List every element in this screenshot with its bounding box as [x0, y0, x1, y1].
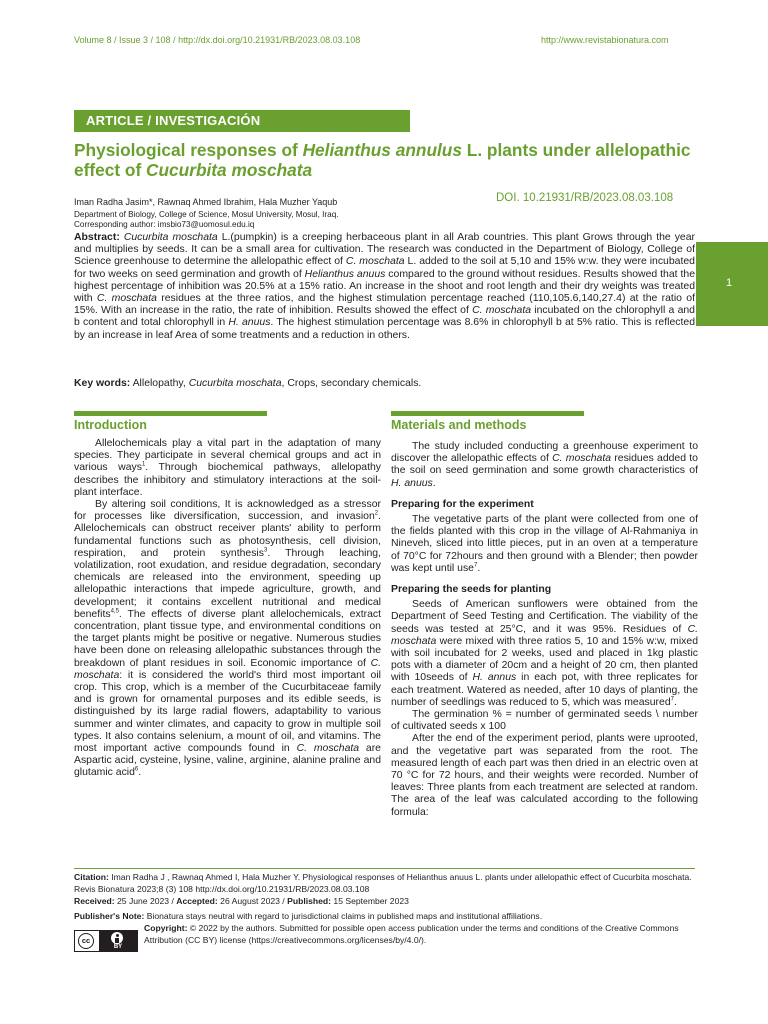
- keywords: [74, 378, 695, 389]
- intro-text: are Aspartic acid, cysteine, lysine, valine, arginine, alanine praline and glutamic acid: [74, 743, 381, 779]
- intro-text: . The effects of diverse plant allelochemicals, extract concentration, plant tissue type, and environmental conditions on the target plants might be positive or negative. Numerous studies have been done on releasing allelopathic substances through the breakdown of plant residues in soil. Economic importance of: [74, 608, 381, 669]
- intro-text: Allelochemicals play a vital part in the adaptation of many species. They participate in several chemical groups and act in various ways: [74, 438, 381, 474]
- citation-ref[interactable]: 4,5: [110, 608, 119, 615]
- page-number: 1: [726, 277, 733, 289]
- copyright-text: © 2022 by the authors. Submitted for possible open access publication under the terms and conditions of the Creative Commons Attribution (CC BY) license (https://creativecommons.org/licenses/by/4.0/).: [144, 923, 679, 945]
- doi-link[interactable]: DOI. 10.21931/RB/2023.08.03.108: [496, 192, 674, 204]
- affiliation-department: Department of Biology, College of Science, Mosul University, Mosul, Iraq.: [74, 210, 339, 219]
- intro-text: . Allelochemicals can obstruct receiver plants' ability to perform fundamental functions such as photosynthesis, cell division, respiration, and protein synthesis: [74, 511, 381, 559]
- intro-text: : it is considered the world's third most important oil crop. This crop, which is a member of the Cucurbitaceae family and is grown for ornamental purposes and its edible seeds, is distinguished by its large radial flowers, adaptability to various summer and winter climates, and capacity to grow in multiple soil types. It also contains selenium, a mount of oil, and vitamins. The most important active compounds found in: [74, 669, 381, 755]
- methods-text: were mixed with three ratios 5, 10 and 15% w:w, mixed with soil incubated for 2 weeks, used and placed in 1kg plastic pots with a diameter of 20cm and a height of 20 cm, then planted with 10seeds of: [391, 635, 698, 684]
- publisher-note: [74, 910, 695, 922]
- abstract-text: L. added to the soil at 5,10 and 15% w:w. they were incubated for two weeks on seed germination and growth of: [74, 256, 695, 280]
- received-label: Received:: [74, 896, 115, 906]
- abstract-text: . The highest stimulation percentage was 8.6% in chlorophyll b at 5% ratio. This is reflected by an increase in leaf Area of some treatments and a reduction in others.: [74, 317, 695, 341]
- intro-text: .: [138, 767, 142, 779]
- intro-text: . Through biochemical pathways, allelopathy describes the inhibitory and stimulatory interactions at the soil-plant interface.: [74, 462, 381, 498]
- citation-ref[interactable]: 7: [473, 562, 478, 569]
- introduction-body: [74, 438, 381, 780]
- abstract-text: residues at the three ratios, and the highest stimulation percentage reached (110,105.6,140,27.4) at the ratio of 15%. With an increase in the ratio, the rate of inhibition. Results showed the effect of: [74, 293, 695, 317]
- methods-text: Seeds of American sunflowers were obtained from the Department of Seed Testing and Certification. The viability of the seeds was tested at 25°C, and it was 95%. Residues of: [391, 599, 698, 635]
- methods-rule: [391, 411, 584, 416]
- introduction-heading: Introduction: [74, 418, 147, 432]
- methods-body: [391, 441, 698, 819]
- title-part: Physiological responses of: [74, 140, 303, 160]
- received-date: 25 June 2023 /: [114, 896, 177, 906]
- journal-website-header: http://www.revistabionatura.com: [541, 35, 669, 45]
- citation-line: [74, 869, 695, 895]
- abstract-text: compared to the ground without residues. Results showed that the highest percentage of inhibition was 20.5% at a 15% ratio. An increase in the shoot and root length and their dry weights was treated with: [74, 268, 695, 305]
- abstract-species: C. moschata: [345, 256, 405, 268]
- methods-text: The vegetative parts of the plant were collected from one of the fields planted with this crop in the village of Al-Rahmaniya in Nineveh, sliced into little pieces, put in an oven at a temperature of 70°C for 72hours and then ground with a Blender; then powder was kept until use: [391, 514, 698, 574]
- citation-label: Citation:: [74, 872, 109, 882]
- dates-line: [74, 895, 695, 907]
- accepted-date: 26 August 2023 /: [217, 896, 288, 906]
- journal-volume-header: Volume 8 / Issue 3 / 108 / http://dx.doi.org/10.21931/RB/2023.08.03.108: [74, 35, 361, 45]
- abstract-text: incubated on the chlorophyll a and b content and total chlorophyll in: [74, 305, 695, 329]
- author-list: Iman Radha Jasim*, Rawnaq Ahmed Ibrahim, Hala Muzher Yaqub: [74, 197, 338, 207]
- citation-ref[interactable]: 7: [670, 696, 674, 703]
- corresponding-author: Corresponding author: imsbio73@uomosul.edu.iq: [74, 220, 255, 229]
- methods-text: in each pot, with three replicates for each treatment. Watered as needed, after 10 days of planting, the number of seedlings was reduced to 5, which was measured: [391, 672, 699, 708]
- methods-paragraph: [391, 514, 698, 575]
- subheading-seeds: Preparing the seeds for planting: [391, 584, 552, 596]
- intro-species: C. moschata: [296, 743, 360, 755]
- note-label: Publisher's Note:: [74, 911, 145, 921]
- intro-text: By altering soil conditions, It is acknowledged as a stressor for processes like diversification, succession, and invasion: [74, 499, 381, 523]
- title-part: L. plants under allelopathic effect of: [74, 140, 691, 180]
- accepted-label: Accepted:: [176, 896, 218, 906]
- cc-logo-icon: cc: [78, 933, 94, 949]
- methods-species: C. moschata: [391, 623, 698, 647]
- methods-species: H. anuus: [391, 477, 433, 489]
- methods-paragraph: [391, 599, 698, 709]
- copyright-notice: [74, 922, 695, 946]
- keywords-species: Cucurbita moschata: [188, 378, 282, 389]
- methods-text: The study included conducting a greenhouse experiment to discover the allelopathic effects of: [391, 441, 698, 465]
- published-date: 15 September 2023: [331, 896, 409, 906]
- germination-formula: The germination % = number of germinated seeds \ number of cultivated seeds x 100: [391, 709, 698, 733]
- methods-text: residues added to the soil on seed germination and some growth characteristics of: [391, 453, 698, 477]
- article-footer: [74, 868, 695, 946]
- cc-by-block: [99, 931, 137, 951]
- methods-paragraph: [391, 441, 698, 490]
- introduction-rule: [74, 411, 267, 416]
- keywords-label: Key words:: [74, 378, 131, 389]
- attribution-person-icon: [111, 932, 123, 944]
- cc-by-label: BY: [113, 944, 123, 950]
- intro-paragraph: [74, 438, 381, 499]
- affiliation: [74, 210, 339, 230]
- article-type-banner: ARTICLE / INVESTIGACIÓN: [74, 110, 410, 132]
- title-species: Helianthus annulus: [302, 140, 462, 160]
- keywords-text: Allelopathy,: [130, 378, 189, 389]
- methods-species: H. annus: [472, 672, 517, 684]
- methods-text: .: [477, 562, 481, 574]
- methods-text: .: [674, 696, 677, 708]
- abstract-species: H. anuus: [228, 317, 271, 329]
- methods-heading: Materials and methods: [391, 418, 527, 432]
- article-title: [74, 140, 704, 180]
- subheading-experiment: Preparing for the experiment: [391, 498, 534, 510]
- intro-paragraph: [74, 499, 381, 780]
- methods-species: C. moschata: [552, 453, 612, 465]
- methods-paragraph: After the end of the experiment period, plants were uprooted, and the vegetative part was separated from the root. The measured length of each part was then dried in an electric oven at 70 °C for 72 hours, and their weights were recorded. Number of leaves: Three plants from each treatment are selected at random. The area of the leaf was calculated according to the following formula:: [391, 733, 698, 818]
- abstract-species: Cucurbita moschata: [123, 232, 218, 243]
- citation-ref[interactable]: 2: [374, 510, 379, 517]
- citation-ref[interactable]: 6: [134, 767, 139, 773]
- note-text: Bionatura stays neutral with regard to jurisdictional claims in published maps and institutional affiliations.: [144, 911, 543, 921]
- copyright-label: Copyright:: [144, 923, 188, 933]
- published-label: Published:: [287, 896, 332, 906]
- abstract-text: L.(pumpkin) is a creeping herbaceous plant in all Arab countries. This plant Grows through the year and multiplies by seeds. It can be a small area for cultivation. The research was conducted in the Department of Biology, College of Science greenhouse to determine the allelopathic effect of: [74, 232, 696, 268]
- abstract-species: Helianthus anuus: [304, 268, 386, 280]
- intro-species: C. moschata: [74, 657, 381, 681]
- cc-by-license-badge[interactable]: [74, 930, 138, 952]
- keywords-text: , Crops, secondary chemicals.: [281, 378, 422, 389]
- abstract-species: C. moschata: [96, 293, 157, 305]
- abstract-label: Abstract:: [74, 232, 124, 243]
- intro-text: . Through leaching, volatilization, root exudation, and residue degradation, secondary chemicals are released into the environment, speeding up allelopathic interactions that impede agriculture, growth, and development; it contains excellent nutritional and medical benefits: [74, 547, 382, 620]
- citation-ref[interactable]: 1: [141, 461, 146, 468]
- abstract: [74, 232, 695, 342]
- title-species: Cucurbita moschata: [146, 160, 313, 180]
- citation-ref[interactable]: 3: [263, 547, 268, 554]
- methods-text: .: [432, 477, 436, 489]
- citation-text: Iman Radha J , Rawnaq Ahmed I, Hala Muzher Y. Physiological responses of Helianthus anuus L. plants under allelopathic effect of Cucurbita moschata. Revis Bionatura 2023;8 (3) 108 http://dx.doi.org/10.21931/RB/2023.08.03.108: [74, 872, 692, 894]
- abstract-species: C. moschata: [472, 305, 532, 317]
